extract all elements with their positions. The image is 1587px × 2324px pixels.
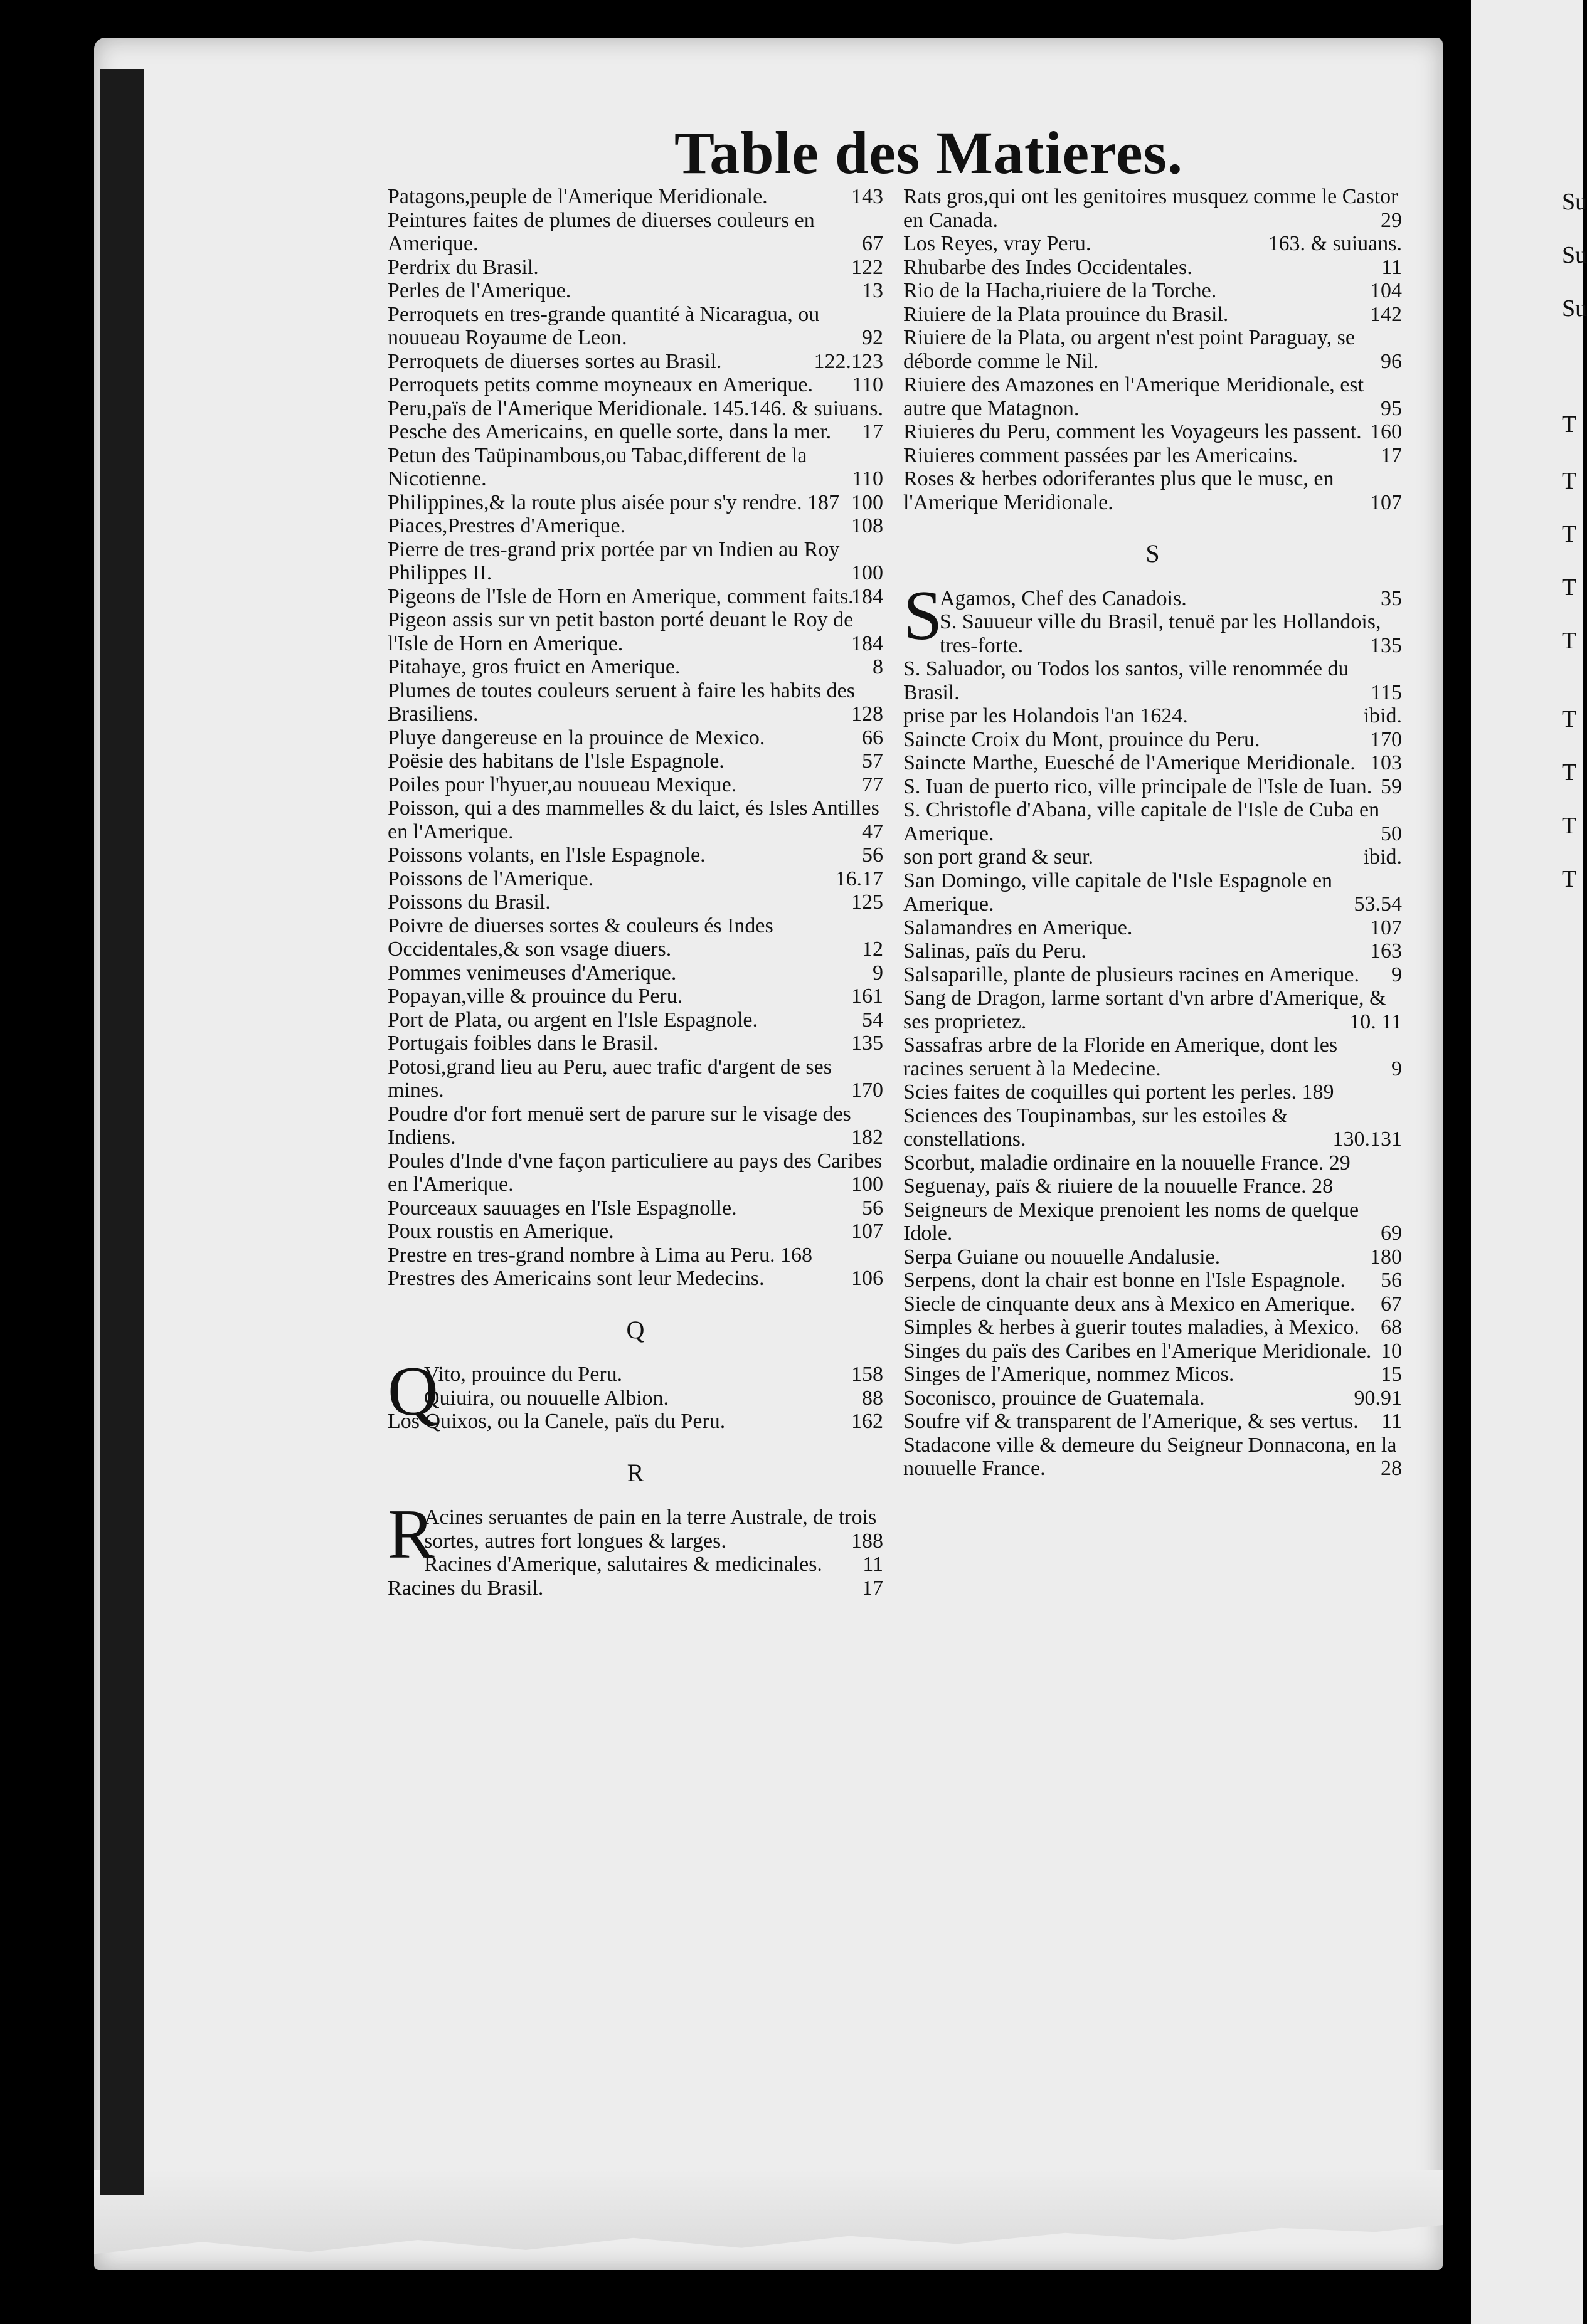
index-entry-page: ibid. — [1363, 845, 1402, 869]
index-entry — [388, 1196, 883, 1220]
index-entry — [903, 1104, 1402, 1151]
index-entry-page: 158 — [851, 1363, 883, 1386]
index-entry — [388, 1386, 883, 1410]
index-entry-page: 122.123 — [814, 349, 883, 373]
index-entry — [388, 655, 883, 679]
index-entry — [388, 961, 883, 985]
index-entry — [903, 467, 1402, 514]
index-entry-page: 107 — [1370, 490, 1402, 514]
index-entry — [903, 1292, 1402, 1316]
index-entry-page: 11 — [1381, 255, 1402, 279]
index-entry-page: 142 — [1370, 302, 1402, 326]
index-entry-text: Los Reyes, vray Peru. — [903, 232, 1091, 255]
index-entry-page: 8 — [873, 655, 883, 679]
adjacent-page-letter: T — [1562, 706, 1577, 732]
index-entry — [903, 1198, 1402, 1245]
index-entry-text: Poules d'Inde d'vne façon particuliere au pays des Caribes en l'Amerique. — [388, 1149, 883, 1196]
section-r-block — [388, 1496, 883, 1600]
index-entry — [388, 1553, 883, 1577]
index-entry — [903, 657, 1402, 704]
index-entry-text: Riuiere de la Plata, ou argent n'est point Paraguay, se déborde comme le Nil. — [903, 326, 1355, 373]
dropcap-s: S — [903, 576, 943, 655]
index-entry — [903, 916, 1402, 940]
dropcap-q: Q — [388, 1353, 438, 1430]
index-entry-text: Soconisco, prouince de Guatemala. — [903, 1386, 1205, 1410]
index-entry — [903, 704, 1402, 728]
index-entry — [388, 1055, 883, 1102]
index-entry — [388, 585, 883, 609]
index-entry-text: Racines du Brasil. — [388, 1576, 544, 1600]
index-entry — [903, 587, 1402, 611]
index-entry-text: Peru,païs de l'Amerique Meridionale. — [388, 396, 708, 420]
index-entry-page: 108 — [851, 514, 883, 537]
index-entry-text: Pigeon assis sur vn petit baston porté deuant le Roy de l'Isle de Horn en Amerique. — [388, 608, 854, 655]
index-entry — [903, 1434, 1402, 1481]
index-entry — [903, 444, 1402, 468]
index-entry-text: Pourceaux sauuages en l'Isle Espagnolle. — [388, 1196, 737, 1220]
index-entry-page: 182 — [851, 1126, 883, 1149]
index-entry-page: 115 — [1371, 680, 1402, 704]
index-entry-text: prise par les Holandois l'an 1624. — [903, 704, 1188, 727]
index-entry-text: Perroquets en tres-grande quantité à Nicaragua, ou nouueau Royaume de Leon. — [388, 302, 820, 349]
index-list-r-right — [903, 185, 1402, 514]
index-entry — [388, 914, 883, 961]
index-entry — [903, 420, 1402, 444]
index-entry-text: Riuiere de la Plata prouince du Brasil. — [903, 302, 1229, 326]
index-entry-text: Poivre de diuerses sortes & couleurs és Indes Occidentales,& son vsage diuers. — [388, 914, 773, 961]
index-entry-text: Salamandres en Amerique. — [903, 916, 1133, 939]
adjacent-page-strip — [1471, 0, 1583, 2324]
adjacent-page-letter: T — [1562, 521, 1577, 547]
index-entry-text: S. Iuan de puerto rico, ville principale de l'Isle de Iuan. — [903, 774, 1372, 798]
binding-shadow — [100, 69, 144, 2195]
index-entry — [903, 279, 1402, 303]
index-entry-page: 95 — [1381, 396, 1402, 420]
index-entry-page: 163. & suiuans. — [1268, 232, 1402, 255]
index-entry — [903, 232, 1402, 256]
adjacent-page-letter: T — [1562, 468, 1577, 494]
section-s-block — [903, 576, 1402, 1481]
index-entry-text: Agamos, Chef des Canadois. — [940, 586, 1187, 610]
index-entry — [388, 796, 883, 843]
index-entry — [388, 1506, 883, 1553]
index-entry-text: Poisson, qui a des mammelles & du laict, és Isles Antilles en l'Amerique. — [388, 796, 879, 843]
index-entry-page: 56 — [862, 1196, 883, 1220]
index-entry-page: 107 — [1370, 916, 1402, 939]
index-entry-page: 128 — [851, 702, 883, 726]
index-entry-page: 125 — [851, 890, 883, 914]
index-entry-text: Poësie des habitans de l'Isle Espagnole. — [388, 749, 724, 773]
index-entry — [388, 185, 883, 209]
index-entry-text: Pierre de tres-grand prix portée par vn Indien au Roy Philippes II. — [388, 537, 840, 584]
index-entry — [903, 1339, 1402, 1363]
index-entry — [903, 1175, 1402, 1198]
index-entry-text: Pigeons de l'Isle de Horn en Amerique, comment faits. — [388, 584, 854, 608]
index-entry-text: S. Saluador, ou Todos los santos, ville renommée du Brasil. — [903, 657, 1349, 704]
index-entry-text: Soufre vif & transparent de l'Amerique, & ses vertus. — [903, 1410, 1359, 1433]
index-entry — [903, 869, 1402, 916]
index-list-s — [903, 587, 1402, 1481]
index-entry-page: 161 — [851, 985, 883, 1008]
index-entry-page: 77 — [862, 773, 883, 796]
index-entry — [388, 256, 883, 280]
index-entry-text: Los Quixos, ou la Canele, païs du Peru. — [388, 1410, 726, 1433]
index-entry-text: Rats gros,qui ont les genitoires musquez comme le Castor en Canada. — [903, 185, 1398, 232]
index-entry — [903, 963, 1402, 987]
index-entry-page: 122 — [851, 255, 883, 279]
index-entry — [903, 326, 1402, 373]
index-entry-text: Portugais foibles dans le Brasil. — [388, 1032, 659, 1055]
index-entry-text: Poux roustis en Amerique. — [388, 1220, 614, 1243]
index-entry-text: Pesche des Americains, en quelle sorte, dans la mer. — [388, 420, 832, 443]
index-entry — [388, 303, 883, 350]
index-entry — [388, 1220, 883, 1244]
index-entry-page: 100 — [851, 561, 883, 584]
index-entry-text: Riuieres comment passées par les Americains. — [903, 443, 1298, 467]
adjacent-page-letter: T — [1562, 813, 1577, 839]
index-entry — [388, 679, 883, 726]
index-entry-page: 57 — [862, 749, 883, 773]
index-entry-page: 50 — [1381, 821, 1402, 845]
index-entry-text: Plumes de toutes couleurs seruent à faire les habits des Brasiliens. — [388, 679, 855, 726]
adjacent-page-letter: T — [1562, 628, 1577, 654]
index-entry — [388, 444, 883, 491]
index-entry — [903, 610, 1402, 657]
index-entry-page: 170 — [851, 1079, 883, 1102]
index-entry-text: Perroquets petits comme moyneaux en Amerique. — [388, 373, 813, 396]
index-entry-page: 47 — [862, 820, 883, 843]
index-entry — [388, 749, 883, 773]
index-entry-text: Scies faites de coquilles qui portent les perles. 189 — [903, 1080, 1334, 1104]
index-entry — [903, 1080, 1402, 1104]
index-entry-text: Sang de Dragon, larme sortant d'vn arbre d'Amerique, & ses proprietez. — [903, 986, 1386, 1033]
index-entry-text: Peintures faites de plumes de diuerses couleurs en Amerique. — [388, 208, 815, 255]
index-entry — [903, 185, 1402, 232]
index-entry — [388, 1149, 883, 1196]
index-entry-text: Riuieres du Peru, comment les Voyageurs les passent. — [903, 420, 1362, 443]
index-entry-page: 90.91 — [1354, 1386, 1402, 1410]
index-entry-page: 184 — [851, 631, 883, 655]
index-list-p — [388, 185, 883, 1291]
index-entry-text: Riuiere des Amazones en l'Amerique Meridionale, est autre que Matagnon. — [903, 373, 1364, 420]
index-entry-page: 59 — [1381, 774, 1402, 798]
index-entry-page: 135 — [851, 1032, 883, 1055]
index-entry-page: 106 — [851, 1267, 883, 1290]
section-heading-q: Q — [626, 1315, 645, 1344]
index-entry-text: Salsaparille, plante de plusieurs racines en Amerique. — [903, 963, 1359, 986]
index-entry-page: 9 — [1391, 963, 1402, 986]
index-entry-page: 56 — [862, 843, 883, 867]
index-entry-page: 103 — [1370, 751, 1402, 774]
index-entry — [388, 1008, 883, 1032]
index-entry-text: S. Christofle d'Abana, ville capitale de l'Isle de Cuba en Amerique. — [903, 798, 1380, 845]
index-entry-text: Perdrix du Brasil. — [388, 255, 539, 279]
index-entry-text: Siecle de cinquante deux ans à Mexico en Amerique. — [903, 1292, 1356, 1316]
index-entry-text: Racines d'Amerique, salutaires & medicinales. — [424, 1553, 822, 1576]
index-entry — [903, 1033, 1402, 1080]
adjacent-page-letter: T — [1562, 411, 1577, 438]
index-entry-text: Rhubarbe des Indes Occidentales. — [903, 255, 1192, 279]
index-entry-page: 17 — [862, 420, 883, 443]
index-entry-text: Seigneurs de Mexique prenoient les noms de quelque Idole. — [903, 1198, 1359, 1245]
index-entry-page: 69 — [1381, 1222, 1402, 1245]
index-entry-text: Prestres des Americains sont leur Medecins. — [388, 1267, 765, 1290]
index-entry-page: 56 — [1381, 1269, 1402, 1292]
index-entry-page: 10 — [1381, 1339, 1402, 1363]
index-entry-page: 180 — [1370, 1245, 1402, 1269]
index-entry-text: Philippines,& la route plus aisée pour s'y rendre. 187 — [388, 490, 839, 514]
index-entry-text: Scorbut, maladie ordinaire en la nouuelle France. 29 — [903, 1151, 1351, 1175]
index-entry — [388, 867, 883, 891]
index-entry-text: Acines seruantes de pain en la terre Australe, de trois sortes, autres fort longues & larges. — [424, 1506, 877, 1553]
index-entry-text: Serpens, dont la chair est bonne en l'Isle Espagnole. — [903, 1269, 1346, 1292]
index-list-q — [388, 1363, 883, 1434]
index-entry-page: 17 — [1381, 443, 1402, 467]
adjacent-page-letter: T — [1562, 866, 1577, 892]
index-entry — [903, 373, 1402, 420]
index-entry-page: 35 — [1381, 586, 1402, 610]
index-entry-page: 100 — [851, 1173, 883, 1196]
adjacent-page-letter: Su — [1562, 295, 1587, 322]
index-entry-text: Vito, prouince du Peru. — [424, 1363, 623, 1386]
index-entry-page: 135 — [1370, 633, 1402, 657]
index-entry — [388, 538, 883, 585]
index-entry-text: Salinas, païs du Peru. — [903, 939, 1086, 963]
index-column-right — [903, 185, 1402, 1481]
index-entry — [388, 608, 883, 655]
index-entry-text: Petun des Taüpinambous,ou Tabac,different de la Nicotienne. — [388, 443, 807, 490]
index-entry — [903, 751, 1402, 775]
index-entry-text: Serpa Guiane ou nouuelle Andalusie. — [903, 1245, 1221, 1269]
index-entry-text: Pommes venimeuses d'Amerique. — [388, 961, 677, 985]
index-entry-page: 54 — [862, 1008, 883, 1032]
index-entry-page: 188 — [851, 1529, 883, 1553]
index-entry-page: 162 — [851, 1410, 883, 1433]
index-entry-text: Singes de l'Amerique, nommez Micos. — [903, 1363, 1234, 1386]
index-entry-text: Popayan,ville & prouince du Peru. — [388, 985, 683, 1008]
index-entry-page: 10. 11 — [1349, 1010, 1402, 1033]
index-entry — [388, 1102, 883, 1149]
index-entry-page: 104 — [1370, 279, 1402, 302]
index-entry-page: 163 — [1370, 939, 1402, 963]
index-entry-text: Sciences des Toupinambas, sur les estoiles & constellations. — [903, 1104, 1288, 1151]
index-entry — [388, 514, 883, 538]
dropcap-r: R — [388, 1496, 435, 1573]
index-entry-text: Singes du païs des Caribes en l'Amerique Meridionale. — [903, 1339, 1372, 1363]
index-column-left — [388, 185, 883, 1600]
index-entry-page: 13 — [862, 279, 883, 302]
index-entry-text: Poissons du Brasil. — [388, 890, 551, 914]
index-entry-page: 11 — [863, 1553, 883, 1576]
index-entry — [903, 1269, 1402, 1292]
index-entry — [388, 890, 883, 914]
adjacent-page-letter: T — [1562, 574, 1577, 601]
index-entry-text: Potosi,grand lieu au Peru, auec trafic d'argent de ses mines. — [388, 1055, 832, 1102]
index-entry-text: San Domingo, ville capitale de l'Isle Espagnole en Amerique. — [903, 869, 1333, 916]
index-entry-text: Saincte Marthe, Euesché de l'Amerique Meridionale. — [903, 751, 1356, 774]
index-entry — [388, 1244, 883, 1267]
index-entry-text: Stadacone ville & demeure du Seigneur Donnacona, en la nouuelle France. — [903, 1433, 1397, 1480]
index-entry — [903, 775, 1402, 799]
index-entry-page: 16.17 — [835, 867, 883, 890]
index-entry — [903, 1386, 1402, 1410]
index-entry-text: Poudre d'or fort menuë sert de parure sur le visage des Indiens. — [388, 1102, 851, 1149]
index-entry — [388, 1267, 883, 1291]
index-entry-text: Port de Plata, ou argent en l'Isle Espagnole. — [388, 1008, 758, 1032]
index-entry-page: 92 — [862, 326, 883, 349]
index-entry-page: 160 — [1370, 420, 1402, 443]
index-entry — [388, 843, 883, 867]
index-entry — [388, 1363, 883, 1386]
index-entry-page: 184 — [851, 584, 883, 608]
index-entry-page: 68 — [1381, 1316, 1402, 1339]
index-entry-page: 130.131 — [1332, 1128, 1402, 1151]
index-entry-page: 28 — [1381, 1457, 1402, 1480]
index-entry-text: Patagons,peuple de l'Amerique Meridionale. — [388, 185, 768, 208]
index-entry-page: 96 — [1381, 349, 1402, 373]
index-entry — [388, 209, 883, 256]
index-entry-text: Perles de l'Amerique. — [388, 279, 571, 302]
index-entry — [903, 256, 1402, 280]
index-entry-text: Saincte Croix du Mont, prouince du Peru. — [903, 727, 1260, 751]
index-entry-text: Piaces,Prestres d'Amerique. — [388, 514, 626, 537]
index-entry-page: 67 — [1381, 1292, 1402, 1316]
index-entry — [388, 491, 883, 515]
adjacent-page-letter: T — [1562, 759, 1577, 786]
index-entry-page: 9 — [873, 961, 883, 985]
index-entry-text: Sassafras arbre de la Floride en Amerique, dont les racines seruent à la Medecine. — [903, 1033, 1338, 1080]
index-entry-page: 170 — [1370, 727, 1402, 751]
index-entry-text: S. Sauueur ville du Brasil, tenuë par les Hollandois, tres-forte. — [940, 610, 1381, 657]
section-heading-s: S — [1145, 539, 1160, 568]
index-entry — [388, 1032, 883, 1055]
index-entry-text: Poissons de l'Amerique. — [388, 867, 594, 890]
index-entry-text: Rio de la Hacha,riuiere de la Torche. — [903, 279, 1217, 302]
index-entry — [903, 986, 1402, 1033]
index-entry-page: 107 — [851, 1220, 883, 1243]
index-entry-text: Simples & herbes à guerir toutes maladies, à Mexico. — [903, 1316, 1360, 1339]
index-entry — [903, 1151, 1402, 1175]
index-entry-text: Roses & herbes odoriferantes plus que le musc, en l'Amerique Meridionale. — [903, 467, 1334, 514]
index-entry-text: Pluye dangereuse en la prouince de Mexico. — [388, 726, 765, 749]
index-entry-page: 9 — [1391, 1057, 1402, 1080]
index-entry — [903, 728, 1402, 752]
index-entry — [388, 397, 883, 421]
section-q-block — [388, 1353, 883, 1434]
index-entry — [903, 798, 1402, 845]
index-entry-text: son port grand & seur. — [903, 845, 1094, 869]
index-entry — [903, 303, 1402, 327]
index-entry-text: Pitahaye, gros fruict en Amerique. — [388, 655, 681, 679]
index-entry-page: 17 — [862, 1576, 883, 1600]
index-entry-text: Perroquets de diuerses sortes au Brasil. — [388, 349, 722, 373]
index-entry-page: 88 — [862, 1386, 883, 1410]
index-entry-text: Quiuira, ou nouuelle Albion. — [424, 1386, 669, 1410]
page-title: Table des Matieres. — [674, 119, 1183, 186]
index-entry — [903, 1410, 1402, 1434]
index-entry — [388, 1410, 883, 1434]
index-entry — [388, 773, 883, 797]
index-entry — [388, 279, 883, 303]
index-entry-page: 53.54 — [1354, 892, 1402, 916]
index-list-r-left — [388, 1506, 883, 1600]
index-entry — [388, 726, 883, 750]
index-entry — [903, 1316, 1402, 1339]
index-entry — [903, 845, 1402, 869]
index-entry-text: Poissons volants, en l'Isle Espagnole. — [388, 843, 706, 867]
index-entry-text: Seguenay, païs & riuiere de la nouuelle France. 28 — [903, 1175, 1334, 1198]
section-heading-r: R — [627, 1458, 644, 1487]
index-entry-page: 145.146. & suiuans. — [712, 396, 883, 420]
index-entry-page: ibid. — [1363, 704, 1402, 727]
adjacent-page-letter: Su — [1562, 242, 1587, 268]
index-entry-page: 12 — [862, 938, 883, 961]
index-entry-page: 67 — [862, 232, 883, 255]
index-entry-page: 110 — [852, 467, 883, 490]
adjacent-page-letter: Su — [1562, 189, 1587, 215]
index-entry-page: 110 — [852, 373, 883, 396]
index-entry-page: 11 — [1381, 1410, 1402, 1433]
index-entry-text: Poiles pour l'hyuer,au nouueau Mexique. — [388, 773, 737, 796]
index-entry-text: Prestre en tres-grand nombre à Lima au Peru. 168 — [388, 1243, 812, 1267]
index-entry — [388, 420, 883, 444]
index-entry — [388, 985, 883, 1008]
index-entry-page: 100 — [851, 490, 883, 514]
torn-page-edge — [94, 2170, 1443, 2270]
index-entry — [388, 373, 883, 397]
index-entry — [903, 939, 1402, 963]
index-entry — [388, 1577, 883, 1600]
index-entry — [903, 1245, 1402, 1269]
index-entry — [903, 1363, 1402, 1386]
index-entry — [388, 350, 883, 374]
index-entry-page: 29 — [1381, 208, 1402, 232]
index-entry-page: 15 — [1381, 1363, 1402, 1386]
index-entry-page: 143 — [851, 185, 883, 208]
index-entry-page: 66 — [862, 726, 883, 749]
